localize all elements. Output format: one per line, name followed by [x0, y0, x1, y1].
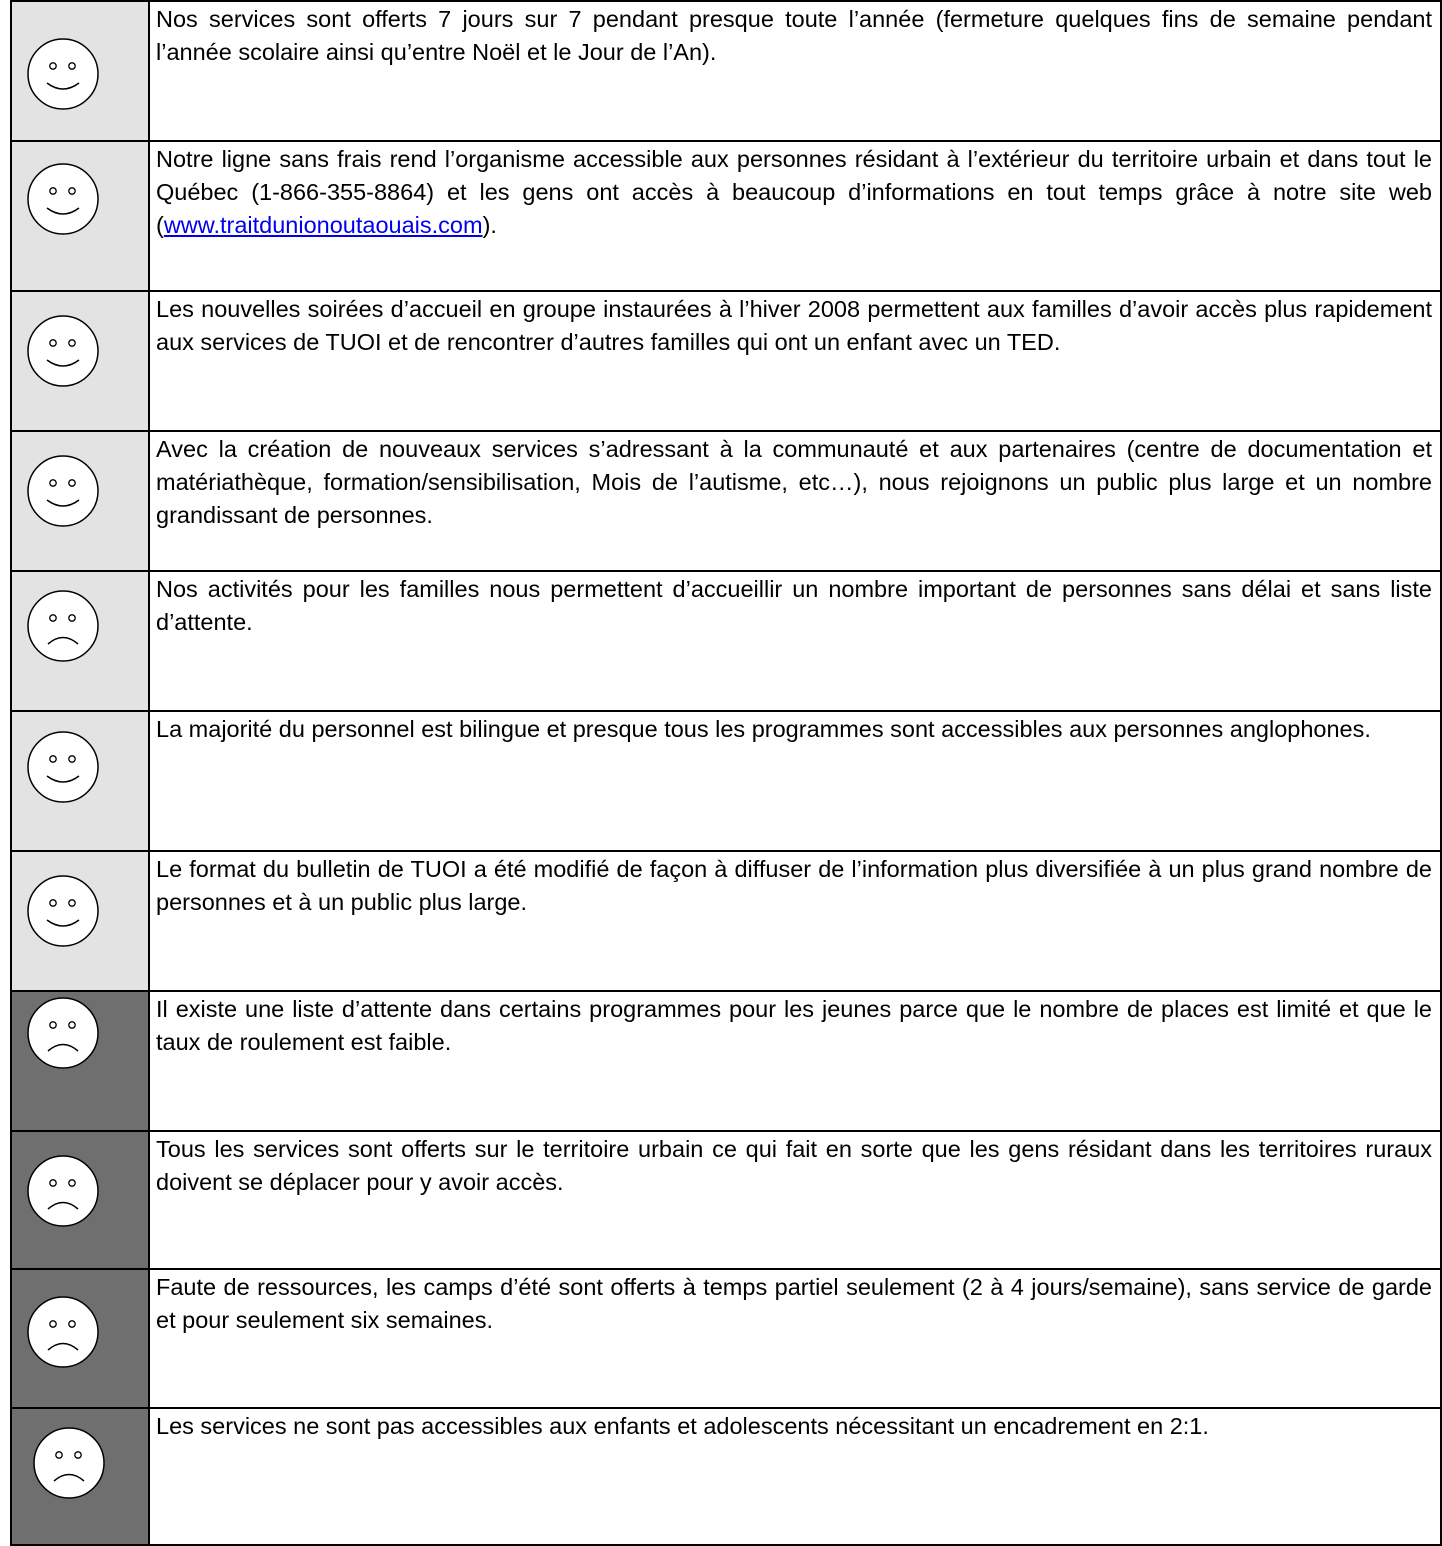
table-row	[11, 1408, 1441, 1545]
table-row	[11, 1269, 1441, 1408]
smiley-sad-icon	[26, 1154, 100, 1228]
face-cell	[11, 291, 149, 431]
smiley-sad-icon	[32, 1426, 106, 1500]
row-text: Faute de ressources, les camps d’été sont offerts à temps partiel seulement (2 à 4 jours/semaine), sans service de garde et pour seulement six semaines.	[149, 1269, 1441, 1408]
website-link[interactable]: www.traitdunionoutaouais.com	[163, 212, 483, 238]
smiley-sad-icon	[26, 1295, 100, 1369]
table-row	[11, 851, 1441, 991]
table-row	[11, 711, 1441, 851]
face-cell	[11, 141, 149, 291]
smiley-happy-icon	[26, 730, 100, 804]
row-text: Il existe une liste d’attente dans certains programmes pour les jeunes parce que le nombre de places est limité et que le taux de roulement est faible.	[149, 991, 1441, 1131]
table-row	[11, 991, 1441, 1131]
face-cell	[11, 431, 149, 571]
smiley-happy-icon	[26, 162, 100, 236]
row-text: Les services ne sont pas accessibles aux enfants et adolescents nécessitant un encadrement en 2:1.	[149, 1408, 1441, 1545]
face-cell	[11, 571, 149, 711]
smiley-happy-icon	[26, 37, 100, 111]
smiley-happy-icon	[26, 874, 100, 948]
row-text: Nos services sont offerts 7 jours sur 7 pendant presque toute l’année (fermeture quelques fins de semaine pendant l’année scolaire ainsi qu’entre Noël et le Jour de l’An).	[149, 1, 1441, 141]
smiley-sad-icon	[26, 996, 100, 1070]
face-cell	[11, 1269, 149, 1408]
smiley-sad-icon	[26, 589, 100, 663]
strengths-weaknesses-table	[10, 0, 1442, 1546]
smiley-happy-icon	[26, 314, 100, 388]
face-cell	[11, 711, 149, 851]
row-text: Avec la création de nouveaux services s’adressant à la communauté et aux partenaires (centre de documentation et matériathèque, formation/sensibilisation, Mois de l’autisme, etc…), nous rejoignons un public plus large et un nombre grandissant de personnes.	[149, 431, 1441, 571]
smiley-happy-icon	[26, 454, 100, 528]
face-cell	[11, 1131, 149, 1269]
row-text: Le format du bulletin de TUOI a été modifié de façon à diffuser de l’information plus diversifiée à un plus grand nombre de personnes et à un public plus large.	[149, 851, 1441, 991]
row-text: La majorité du personnel est bilingue et presque tous les programmes sont accessibles aux personnes anglophones.	[149, 711, 1441, 851]
table-row	[11, 291, 1441, 431]
face-cell	[11, 851, 149, 991]
face-cell	[11, 1408, 149, 1545]
face-cell	[11, 1, 149, 141]
table-row	[11, 141, 1441, 291]
row-text: Les nouvelles soirées d’accueil en groupe instaurées à l’hiver 2008 permettent aux familles d’avoir accès plus rapidement aux services de TUOI et de rencontrer d’autres familles qui ont un enfant avec un TED.	[149, 291, 1441, 431]
row-text: Notre ligne sans frais rend l’organisme accessible aux personnes résidant à l’extérieur du territoire urbain et dans tout le Québec (1-866-355-8864) et les gens ont accès à beaucoup d’informations en tout temps grâce à notre site web (www.traitdunionoutaouais.com).	[149, 141, 1441, 291]
table-row	[11, 1, 1441, 141]
row-text: Tous les services sont offerts sur le territoire urbain ce qui fait en sorte que les gens résidant dans les territoires ruraux doivent se déplacer pour y avoir accès.	[149, 1131, 1441, 1269]
table-row	[11, 571, 1441, 711]
row-text: Nos activités pour les familles nous permettent d’accueillir un nombre important de personnes sans délai et sans liste d’attente.	[149, 571, 1441, 711]
table-row	[11, 1131, 1441, 1269]
table-row	[11, 431, 1441, 571]
face-cell	[11, 991, 149, 1131]
